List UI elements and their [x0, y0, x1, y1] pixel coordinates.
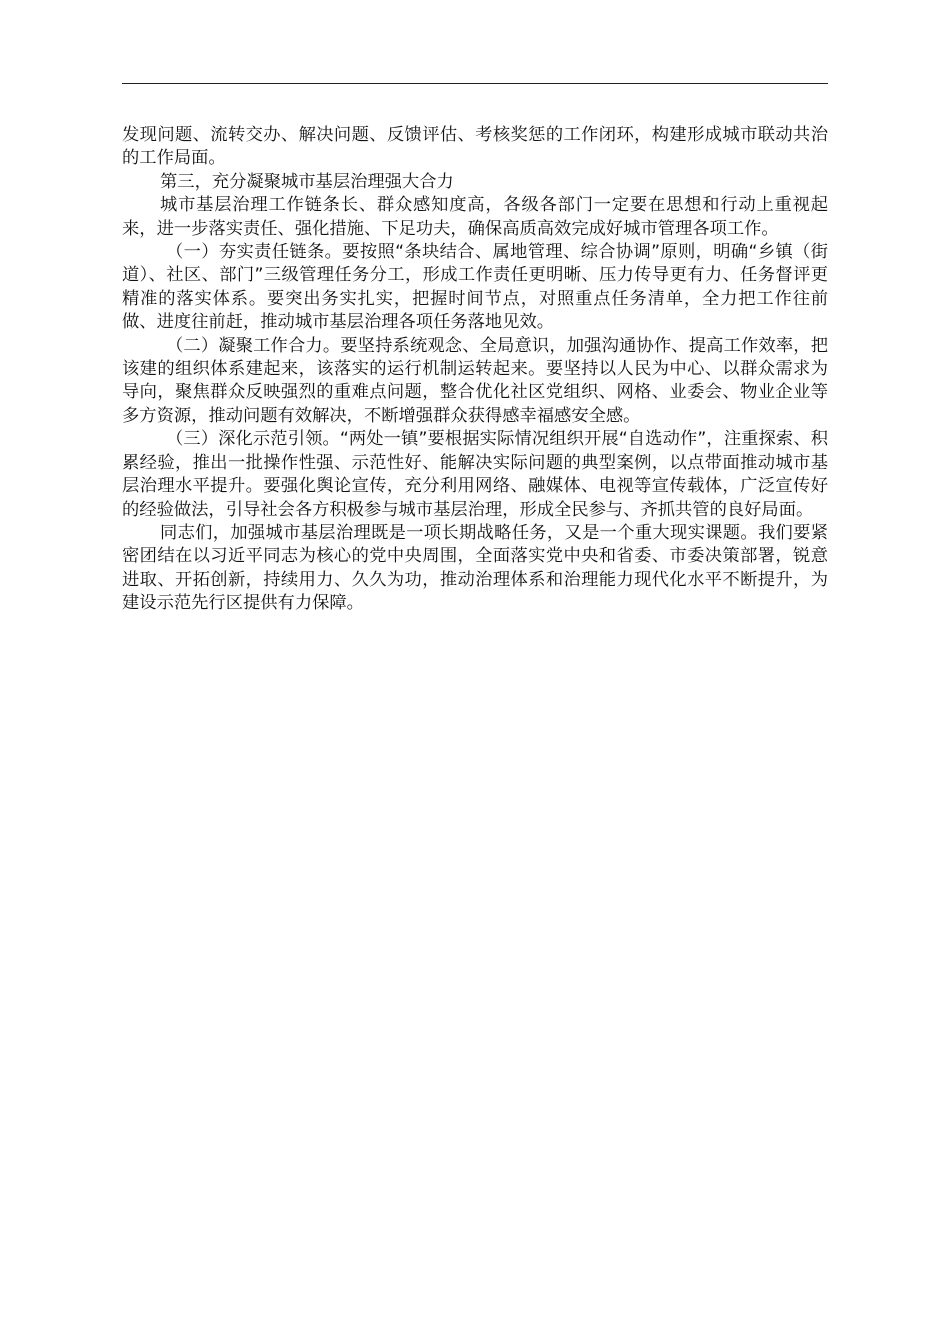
paragraph-item-2: （二）凝聚工作合力。要坚持系统观念、全局意识，加强沟通协作、提高工作效率，把该建的组织体系建起来，该落实的运行机制运转起来。要坚持以人民为中心、以群众需求为导向，聚焦群众反映强烈的重难点问题，整合优化社区党组织、网格、业委会、物业企业等多方资源，推动问题有效解决，不断增强群众获得感幸福感安全感。: [122, 335, 828, 426]
document-body: [122, 124, 828, 616]
paragraph-intro: 城市基层治理工作链条长、群众感知度高，各级各部门一定要在思想和行动上重视起来，进一步落实责任、强化措施、下足功夫，确保高质高效完成好城市管理各项工作。: [122, 195, 828, 239]
section-heading: 第三，充分凝聚城市基层治理强大合力: [160, 171, 454, 192]
paragraph-closing: 同志们，加强城市基层治理既是一项长期战略任务，又是一个重大现实课题。我们要紧密团结在以习近平同志为核心的党中央周围，全面落实党中央和省委、市委决策部署，锐意进取、开拓创新，持续用力、久久为功，推动治理体系和治理能力现代化水平不断提升，为建设示范先行区提供有力保障。: [122, 522, 828, 614]
paragraph-item-3: （三）深化示范引领。“两处一镇”要根据实际情况组织开展“自选动作”，注重探索、积累经验，推出一批操作性强、示范性好、能解决实际问题的典型案例，以点带面推动城市基层治理水平提升。要强化舆论宣传，充分利用网络、融媒体、电视等宣传载体，广泛宣传好的经验做法，引导社会各方积极参与城市基层治理，形成全民参与、齐抓共管的良好局面。: [122, 429, 828, 520]
paragraph-item-1: （一）夯实责任链条。要按照“条块结合、属地管理、综合协调”原则，明确“乡镇（街道）、社区、部门”三级管理任务分工，形成工作责任更明晰、压力传导更有力、任务督评更精准的落实体系。要突出务实扎实，把握时间节点，对照重点任务清单，全力把工作往前做、进度往前赶，推动城市基层治理各项任务落地见效。: [122, 242, 828, 333]
header-rule: [122, 83, 828, 84]
paragraph-continuation: 发现问题、流转交办、解决问题、反馈评估、考核奖惩的工作闭环，构建形成城市联动共治的工作局面。: [122, 125, 828, 169]
